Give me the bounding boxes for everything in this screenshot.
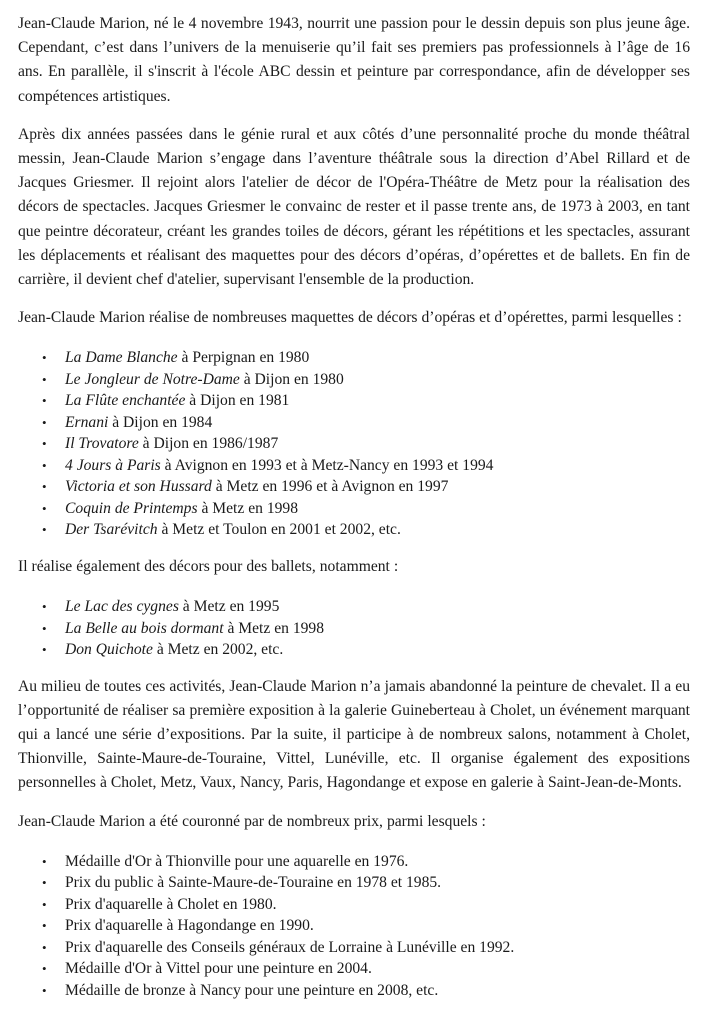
list-item — [18, 476, 690, 498]
opera-title: La Dame Blanche — [65, 349, 178, 367]
prize-text: Prix d'aquarelle à Cholet en 1980. — [65, 895, 277, 913]
ballet-detail: à Metz en 1995 — [178, 598, 280, 616]
opera-detail: à Dijon en 1981 — [185, 392, 290, 410]
prize-text: Médaille d'Or à Vittel pour une peinture en 2004. — [65, 960, 372, 978]
opera-detail: à Dijon en 1984 — [108, 413, 213, 431]
list-item — [18, 894, 690, 916]
opera-title: Victoria et son Hussard — [65, 478, 212, 496]
opera-title: Il Trovatore — [65, 435, 139, 453]
prize-text: Prix d'aquarelle des Conseils généraux de Lorraine à Lunéville en 1992. — [65, 938, 515, 956]
ballet-title: Le Lac des cygnes — [65, 598, 179, 616]
ballet-decors-list — [18, 596, 690, 661]
prize-text: Médaille de bronze à Nancy pour une peinture en 2008, etc. — [65, 981, 439, 999]
list-item — [18, 639, 690, 661]
list-item — [18, 455, 690, 477]
opera-title: Coquin de Printemps — [65, 499, 198, 517]
list-item — [18, 937, 690, 959]
list-item — [18, 915, 690, 937]
prize-text: Prix d'aquarelle à Hagondange en 1990. — [65, 917, 314, 935]
prize-text: Prix du public à Sainte-Maure-de-Touraine en 1978 et 1985. — [65, 874, 442, 892]
paragraph-painting-exhibitions: Au milieu de toutes ces activités, Jean-Claude Marion n’a jamais abandonné la peinture de chevalet. Il a eu l’opportunité de réaliser sa première exposition à la galerie Guineberteau à Cholet, un événement marquant qui a lancé une série d’expositions. Par la suite, il participe à de nombreux salons, notamment à Cholet, Thionville, Sainte-Maure-de-Touraine, Vittel, Lunéville, etc. Il organise également des expositions personnelles à Cholet, Metz, Vaux, Nancy, Paris, Hagondange et expose en galerie à Saint-Jean-de-Monts. — [18, 677, 690, 792]
list-item — [18, 369, 690, 391]
ballet-detail: à Metz en 2002, etc. — [152, 641, 284, 659]
prizes-list — [18, 851, 690, 1002]
prize-text: Médaille d'Or à Thionville pour une aquarelle en 1976. — [65, 852, 409, 870]
opera-title: Le Jongleur de Notre-Dame — [65, 370, 240, 388]
opera-detail: à Metz en 1998 — [197, 499, 299, 517]
opera-title: 4 Jours à Paris — [65, 456, 161, 474]
opera-title: La Flûte enchantée — [65, 392, 186, 410]
list-item — [18, 872, 690, 894]
opera-detail: à Metz et Toulon en 2001 et 2002, etc. — [157, 521, 401, 539]
opera-detail: à Dijon en 1986/1987 — [138, 435, 279, 453]
ballet-title: Don Quichote — [65, 641, 153, 659]
opera-maquettes-list — [18, 347, 690, 541]
paragraph-opera-intro: Jean-Claude Marion réalise de nombreuses maquettes de décors d’opéras et d’opérettes, parmi lesquelles : — [18, 309, 682, 327]
list-item — [18, 433, 690, 455]
list-item — [18, 347, 690, 369]
paragraph-biography-intro: Jean-Claude Marion, né le 4 novembre 1943, nourrit une passion pour le dessin depuis son plus jeune âge. Cependant, c’est dans l’univers de la menuiserie qu’il fait ses premiers pas professionnels à l’âge de 16 ans. En parallèle, il s'inscrit à l'école ABC dessin et peinture par correspondance, afin de développer ses compétences artistiques. — [18, 15, 690, 105]
list-item — [18, 390, 690, 412]
opera-detail: à Metz en 1996 et à Avignon en 1997 — [211, 478, 449, 496]
list-item — [18, 519, 690, 541]
list-item — [18, 618, 690, 640]
paragraph-prizes-intro: Jean-Claude Marion a été couronné par de nombreux prix, parmi lesquels : — [18, 812, 486, 830]
opera-detail: à Avignon en 1993 et à Metz-Nancy en 1993 et 1994 — [160, 456, 494, 474]
list-item — [18, 412, 690, 434]
list-item — [18, 498, 690, 520]
ballet-title: La Belle au bois dormant — [65, 619, 224, 637]
opera-detail: à Dijon en 1980 — [239, 370, 344, 388]
opera-detail: à Perpignan en 1980 — [177, 349, 310, 367]
list-item — [18, 958, 690, 980]
list-item — [18, 980, 690, 1002]
ballet-detail: à Metz en 1998 — [223, 619, 325, 637]
list-item — [18, 851, 690, 873]
opera-title: Ernani — [65, 413, 109, 431]
paragraph-ballet-intro: Il réalise également des décors pour des ballets, notamment : — [18, 557, 399, 575]
paragraph-theatre-career: Après dix années passées dans le génie rural et aux côtés d’une personnalité proche du monde théâtral messin, Jean-Claude Marion s’engage dans l’aventure théâtrale sous la direction d’Abel Rillard et de Jacques Griesmer. Il rejoint alors l'atelier de décor de l'Opéra-Théâtre de Metz pour la réalisation des décors de spectacles. Jacques Griesmer le convainc de rester et il passe trente ans, de 1973 à 2003, en tant que peintre décorateur, créant les grandes toiles de décors, gérant les répétitions et les spectacles, assurant les déplacements et réalisant des maquettes pour des décors d’opéras, d’opérettes et de ballets. En fin de carrière, il devient chef d'atelier, supervisant l'ensemble de la production. — [18, 125, 690, 289]
list-item — [18, 596, 690, 618]
opera-title: Der Tsarévitch — [65, 521, 158, 539]
